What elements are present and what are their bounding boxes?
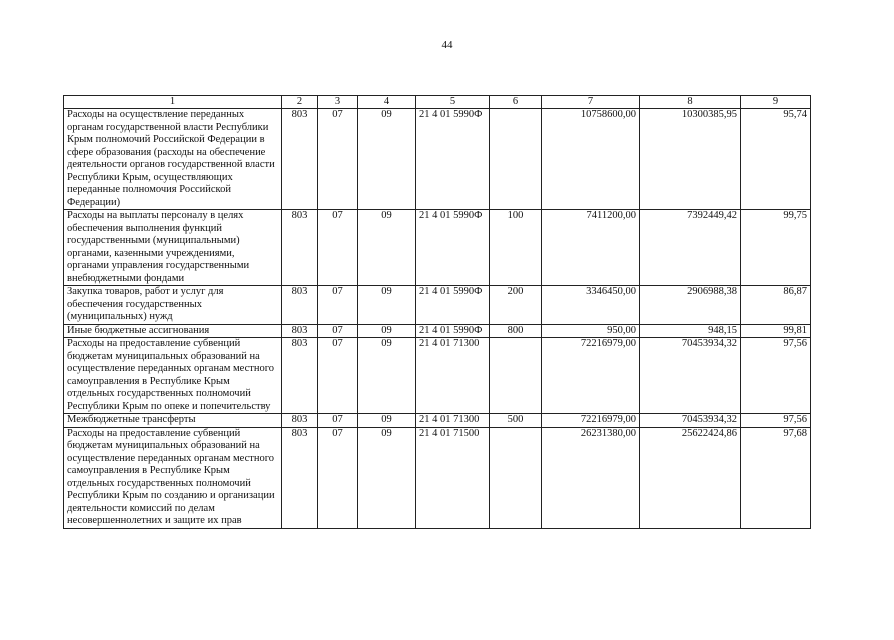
vr-code — [490, 109, 542, 210]
ved-code: 803 — [282, 210, 318, 286]
pr-code: 09 — [358, 210, 416, 286]
expense-name: Расходы на осуществление переданных органам государственной власти Республики Крым полномочий Российской Федерации в сфере образования (расходы на обеспечение деятельности органов государственной власти Республики Крым, осуществляющих переданные полномочия Российской Федерации) — [64, 109, 282, 210]
execution-percent: 99,75 — [741, 210, 811, 286]
table-row — [64, 109, 811, 210]
execution-percent: 97,56 — [741, 338, 811, 414]
pr-code: 09 — [358, 324, 416, 338]
header-cell: 7 — [542, 96, 640, 109]
fact-amount: 25622424,86 — [640, 427, 741, 528]
page-number: 44 — [441, 39, 453, 51]
ved-code: 803 — [282, 109, 318, 210]
header-cell: 5 — [416, 96, 490, 109]
vr-code: 100 — [490, 210, 542, 286]
expense-name: Расходы на предоставление субвенций бюджетам муниципальных образований на осуществление переданных органам местного самоуправления в Республике Крым отдельных государственных полномочий Республики Крым по созданию и организации деятельности комиссий по делам несовершеннолетних и защите их прав — [64, 427, 282, 528]
rz-code: 07 — [318, 427, 358, 528]
ved-code: 803 — [282, 324, 318, 338]
ved-code: 803 — [282, 427, 318, 528]
plan-amount: 7411200,00 — [542, 210, 640, 286]
expense-name: Расходы на предоставление субвенций бюджетам муниципальных образований на осуществление переданных органам местного самоуправления в Республике Крым отдельных государственных полномочий Республики Крым по опеке и попечительству — [64, 338, 282, 414]
vr-code: 200 — [490, 286, 542, 325]
execution-percent: 86,87 — [741, 286, 811, 325]
vr-code: 800 — [490, 324, 542, 338]
fact-amount: 70453934,32 — [640, 338, 741, 414]
csr-code: 21 4 01 71300 — [416, 414, 490, 428]
header-cell: 3 — [318, 96, 358, 109]
plan-amount: 72216979,00 — [542, 414, 640, 428]
header-cell: 4 — [358, 96, 416, 109]
rz-code: 07 — [318, 109, 358, 210]
vr-code: 500 — [490, 414, 542, 428]
fact-amount: 7392449,42 — [640, 210, 741, 286]
table-row — [64, 210, 811, 286]
budget-table — [63, 95, 811, 529]
vr-code — [490, 338, 542, 414]
plan-amount: 26231380,00 — [542, 427, 640, 528]
pr-code: 09 — [358, 109, 416, 210]
table-row — [64, 414, 811, 428]
table-row — [64, 338, 811, 414]
ved-code: 803 — [282, 338, 318, 414]
table-row — [64, 427, 811, 528]
csr-code: 21 4 01 5990Ф — [416, 210, 490, 286]
rz-code: 07 — [318, 414, 358, 428]
expense-name: Расходы на выплаты персоналу в целях обеспечения выполнения функций государственными (муниципальными) органами, казенными учреждениями, органами управления государственными внебюджетными фондами — [64, 210, 282, 286]
csr-code: 21 4 01 71300 — [416, 338, 490, 414]
rz-code: 07 — [318, 338, 358, 414]
execution-percent: 99,81 — [741, 324, 811, 338]
ved-code: 803 — [282, 286, 318, 325]
vr-code — [490, 427, 542, 528]
execution-percent: 95,74 — [741, 109, 811, 210]
expense-name: Закупка товаров, работ и услуг для обеспечения государственных (муниципальных) нужд — [64, 286, 282, 325]
execution-percent: 97,56 — [741, 414, 811, 428]
fact-amount: 2906988,38 — [640, 286, 741, 325]
expense-name: Иные бюджетные ассигнования — [64, 324, 282, 338]
pr-code: 09 — [358, 338, 416, 414]
header-cell: 8 — [640, 96, 741, 109]
rz-code: 07 — [318, 324, 358, 338]
csr-code: 21 4 01 5990Ф — [416, 109, 490, 210]
plan-amount: 72216979,00 — [542, 338, 640, 414]
fact-amount: 948,15 — [640, 324, 741, 338]
expense-name: Межбюджетные трансферты — [64, 414, 282, 428]
plan-amount: 3346450,00 — [542, 286, 640, 325]
pr-code: 09 — [358, 427, 416, 528]
rz-code: 07 — [318, 286, 358, 325]
fact-amount: 70453934,32 — [640, 414, 741, 428]
table-row — [64, 286, 811, 325]
header-cell: 2 — [282, 96, 318, 109]
plan-amount: 10758600,00 — [542, 109, 640, 210]
header-cell: 1 — [64, 96, 282, 109]
plan-amount: 950,00 — [542, 324, 640, 338]
fact-amount: 10300385,95 — [640, 109, 741, 210]
header-cell: 9 — [741, 96, 811, 109]
header-cell: 6 — [490, 96, 542, 109]
header-row — [64, 96, 811, 109]
rz-code: 07 — [318, 210, 358, 286]
execution-percent: 97,68 — [741, 427, 811, 528]
csr-code: 21 4 01 5990Ф — [416, 286, 490, 325]
pr-code: 09 — [358, 414, 416, 428]
csr-code: 21 4 01 5990Ф — [416, 324, 490, 338]
csr-code: 21 4 01 71500 — [416, 427, 490, 528]
pr-code: 09 — [358, 286, 416, 325]
table-row — [64, 324, 811, 338]
ved-code: 803 — [282, 414, 318, 428]
